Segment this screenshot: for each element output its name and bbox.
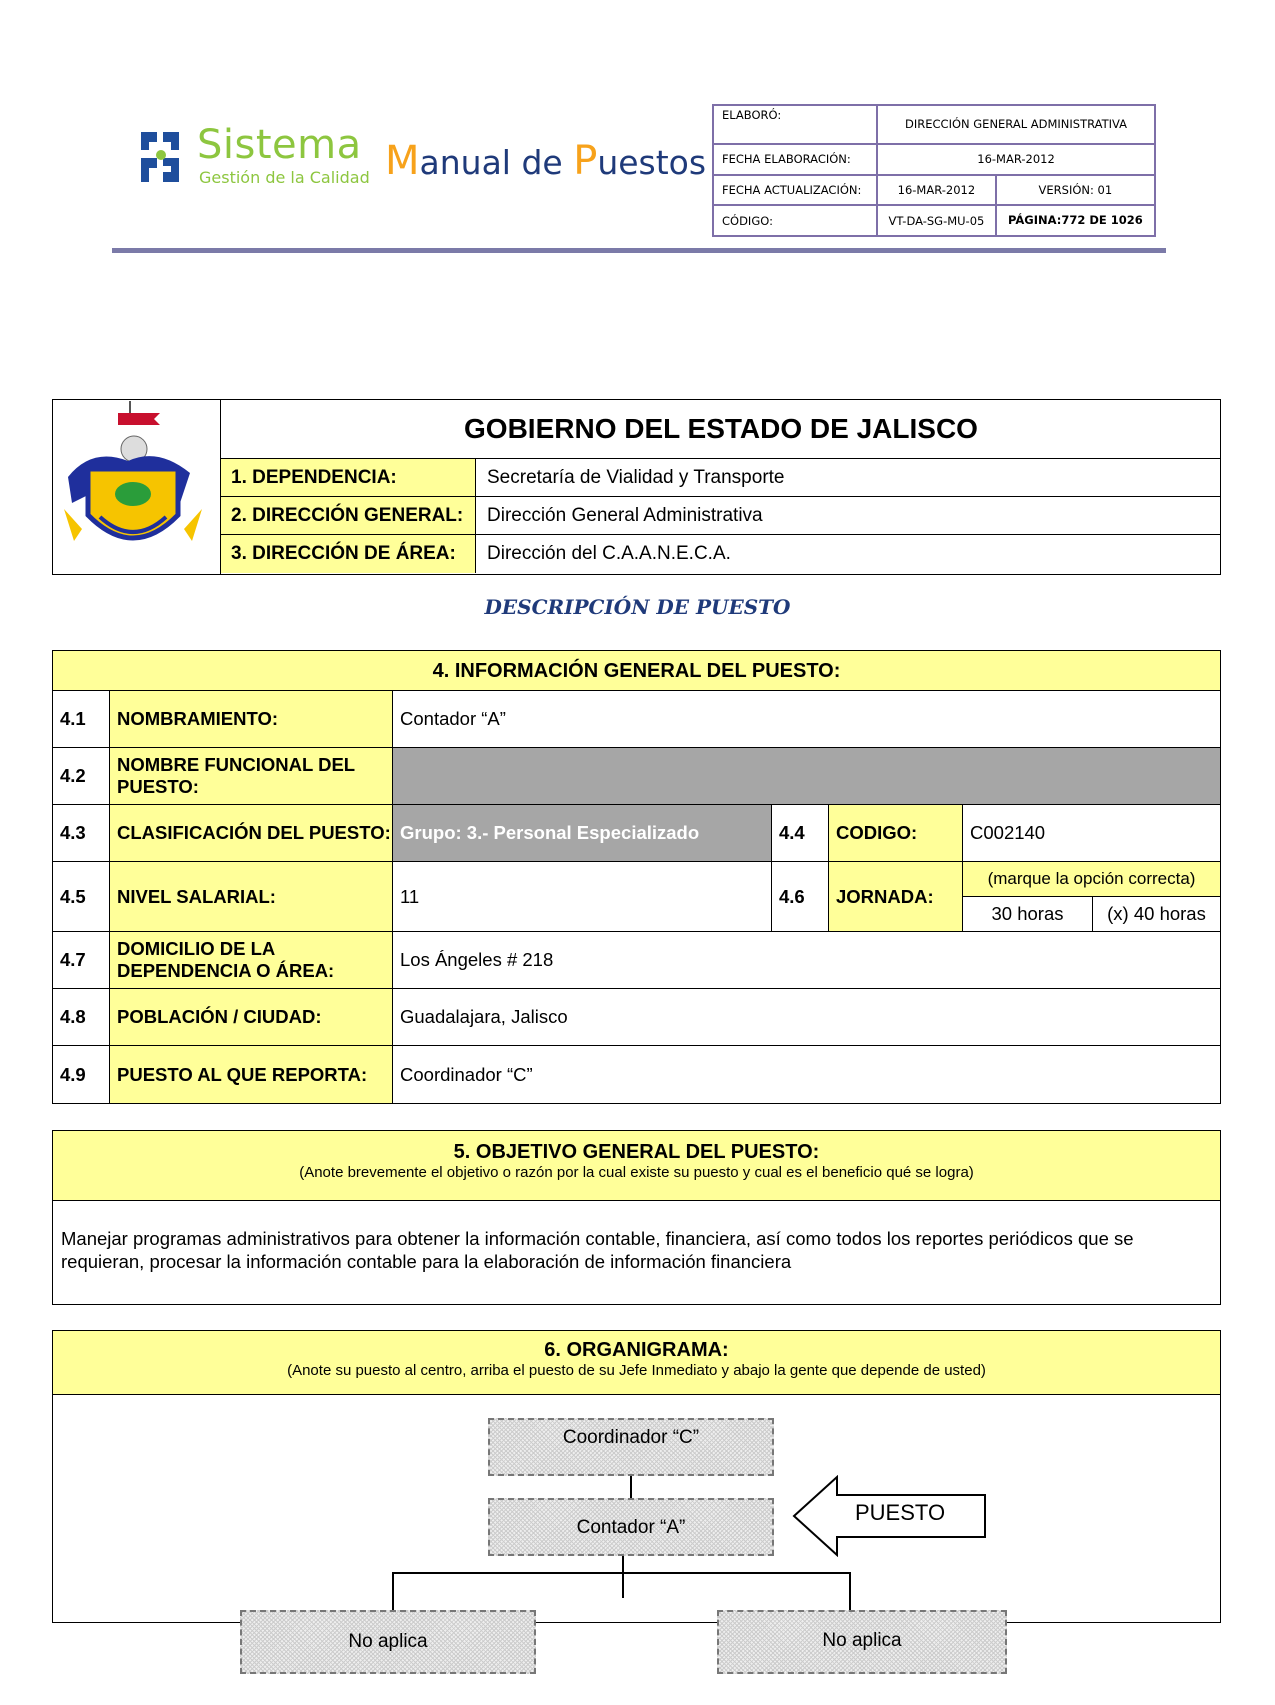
header-rule [112,248,1166,253]
org-connector-horizontal [392,1572,851,1574]
direccion-area-row [221,535,1221,573]
logo-subtitle: Gestión de la Calidad [199,168,370,187]
objetivo-text: Manejar programas administrativos para obtener la información contable, financiera, así como todos los reportes periódicos que se requieran, procesar la información contable para la elaboración de información financiera [61,1228,1134,1272]
codigo-label: CÓDIGO: [713,205,877,236]
domicilio-value: Los Ángeles # 218 [393,932,1220,989]
row-4-5-number: 4.5 [53,862,110,932]
coat-of-arms-icon [52,399,221,575]
direccion-area-label: 3. DIRECCIÓN DE ÁREA: [221,535,476,573]
nivel-salarial-label: NIVEL SALARIAL: [110,862,393,932]
jalisco-coat-of-arms [52,399,221,575]
version-value: VERSIÓN: 01 [996,175,1155,206]
row-4-2-number: 4.2 [53,748,110,805]
section-6-header [53,1331,1220,1395]
section-5-subtitle: (Anote brevemente el objetivo o razón por la cual existe su puesto y cual es el beneficio qué se logra) [299,1164,974,1181]
codigo-value: C002140 [963,805,1220,862]
puesto-arrow-label: PUESTO [855,1500,946,1525]
description-title: DESCRIPCIÓN DE PUESTO [484,595,791,619]
puesto-reporta-value: Coordinador “C” [400,1063,533,1085]
row-4-4-number: 4.4 [772,805,829,862]
section-5-box [52,1130,1221,1305]
nombre-funcional-value [393,748,1220,805]
pagina-value: PÁGINA:772 DE 1026 [996,205,1155,236]
dependencia-label: 1. DEPENDENCIA: [221,459,476,496]
org-subordinate-right: No aplica [717,1610,1007,1674]
fecha-elaboracion-value: 16-MAR-2012 [877,144,1155,175]
poblacion-label: POBLACIÓN / CIUDAD: [110,989,393,1046]
sistema-logo-icon [137,128,185,186]
section-4-title: 4. INFORMACIÓN GENERAL DEL PUESTO: [53,651,1220,691]
org-subordinate-left: No aplica [240,1610,536,1674]
puesto-reporta-label: PUESTO AL QUE REPORTA: [110,1046,393,1103]
org-connector-right [849,1572,851,1612]
direccion-area-value: Dirección del C.A.A.N.E.C.A. [487,543,731,564]
nombramiento-label: NOMBRAMIENTO: [110,691,393,748]
section-6-subtitle: (Anote su puesto al centro, arriba el puesto de su Jefe Inmediato y abajo la gente que depende de usted) [287,1362,986,1379]
org-connector-down [622,1556,624,1598]
direccion-general-label: 2. DIRECCIÓN GENERAL: [221,497,476,534]
elaboro-label: ELABORÓ: [713,105,877,144]
nombramiento-value: Contador “A” [393,691,1220,748]
dependencia-value: Secretaría de Vialidad y Transporte [487,467,785,488]
jornada-option-30: 30 horas [963,897,1093,932]
dependencia-row [221,459,1221,497]
direccion-general-value: Dirección General Administrativa [487,505,763,526]
nombre-funcional-label: NOMBRE FUNCIONAL DEL PUESTO: [110,748,393,805]
row-4-7-number: 4.7 [53,932,110,989]
document-meta-table [712,104,1156,237]
org-boss-box: Coordinador “C” [488,1418,774,1476]
clasificacion-value: Grupo: 3.- Personal Especializado [393,805,772,862]
row-4-9-number: 4.9 [53,1046,110,1103]
poblacion-value: Guadalajara, Jalisco [393,989,1220,1046]
direccion-general-row [221,497,1221,535]
org-connector-left [392,1572,394,1612]
section-5-header [53,1131,1220,1201]
org-connector-top [630,1476,632,1498]
elaboro-value: DIRECCIÓN GENERAL ADMINISTRATIVA [877,105,1155,144]
codigo-value: VT-DA-SG-MU-05 [877,205,996,236]
codigo-label: CODIGO: [829,805,963,862]
section-6-title: 6. ORGANIGRAMA: [544,1339,729,1361]
manual-title: Manual de Puestos [385,138,707,184]
domicilio-label: DOMICILIO DE LA DEPENDENCIA O ÁREA: [110,932,393,989]
org-position-box: Contador “A” [488,1498,774,1556]
jornada-label: JORNADA: [829,862,963,932]
row-4-3-number: 4.3 [53,805,110,862]
section-6-box [52,1330,1221,1623]
nivel-salarial-value: 11 [393,862,772,932]
fecha-actualizacion-label: FECHA ACTUALIZACIÓN: [713,175,877,206]
row-4-1-number: 4.1 [53,691,110,748]
jornada-option-40: (x) 40 horas [1093,897,1220,932]
row-4-6-number: 4.6 [772,862,829,932]
jornada-hint: (marque la opción correcta) [963,862,1220,897]
section-5-title: 5. OBJETIVO GENERAL DEL PUESTO: [453,1141,820,1163]
clasificacion-label: CLASIFICACIÓN DEL PUESTO: [110,805,393,862]
fecha-elaboracion-label: FECHA ELABORACIÓN: [713,144,877,175]
row-4-8-number: 4.8 [53,989,110,1046]
logo-wordmark: Sistema [197,122,362,168]
government-title: GOBIERNO DEL ESTADO DE JALISCO [221,399,1221,459]
fecha-actualizacion-value: 16-MAR-2012 [877,175,996,206]
